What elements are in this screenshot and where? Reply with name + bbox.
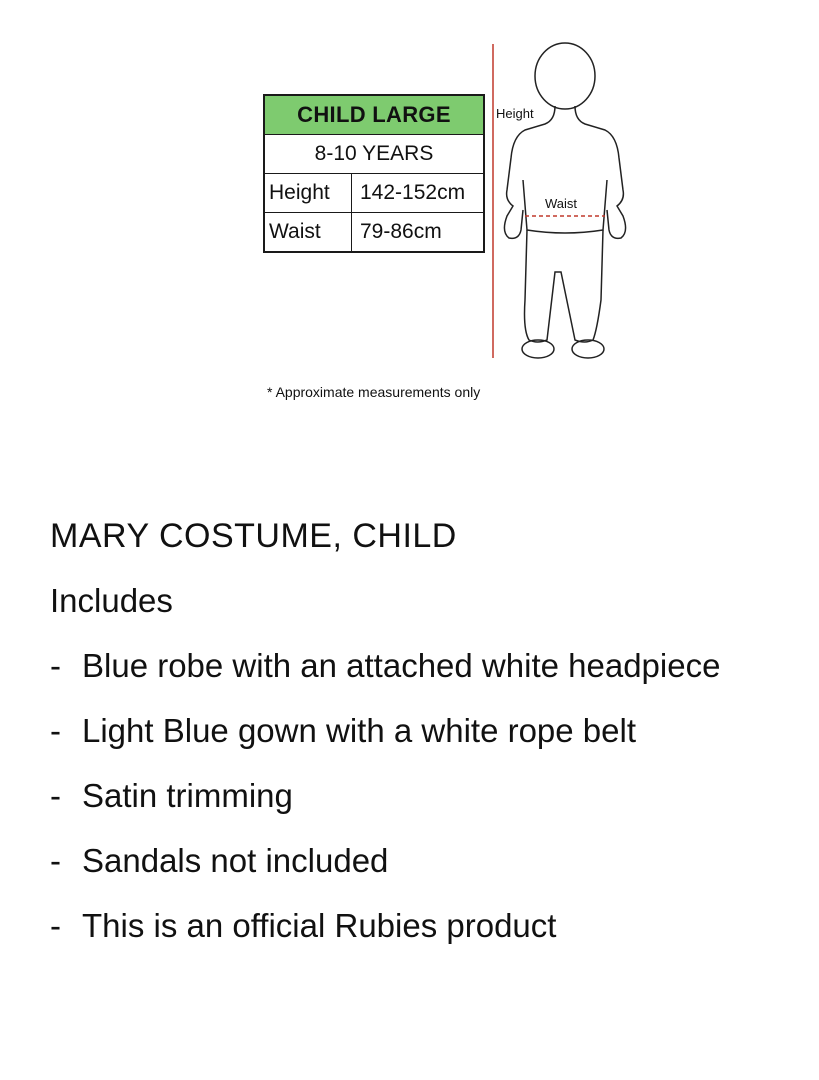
table-row — [264, 174, 484, 213]
list-item: - Satin trimming — [50, 777, 293, 814]
waist-figure-label: Waist — [545, 196, 578, 211]
height-figure-label: Height — [496, 106, 534, 121]
list-item: - Light Blue gown with a white rope belt — [50, 712, 637, 749]
table-row — [264, 213, 484, 253]
product-description — [50, 516, 819, 971]
height-value: 142-152cm — [352, 174, 485, 213]
age-range: 8-10 YEARS — [264, 135, 484, 174]
size-header: CHILD LARGE — [264, 95, 484, 135]
size-chart-table — [263, 94, 485, 253]
product-title: MARY COSTUME, CHILD — [50, 517, 457, 555]
waist-value: 79-86cm — [352, 213, 485, 253]
measurement-note: * Approximate measurements only — [267, 384, 481, 400]
includes-label: Includes — [50, 582, 173, 619]
list-item: - Blue robe with an attached white headpiece — [50, 647, 721, 684]
waist-label: Waist — [264, 213, 352, 253]
list-item: - Sandals not included — [50, 842, 389, 879]
list-item: - This is an official Rubies product — [50, 907, 557, 944]
height-label: Height — [264, 174, 352, 213]
child-figure-illustration — [485, 40, 635, 370]
